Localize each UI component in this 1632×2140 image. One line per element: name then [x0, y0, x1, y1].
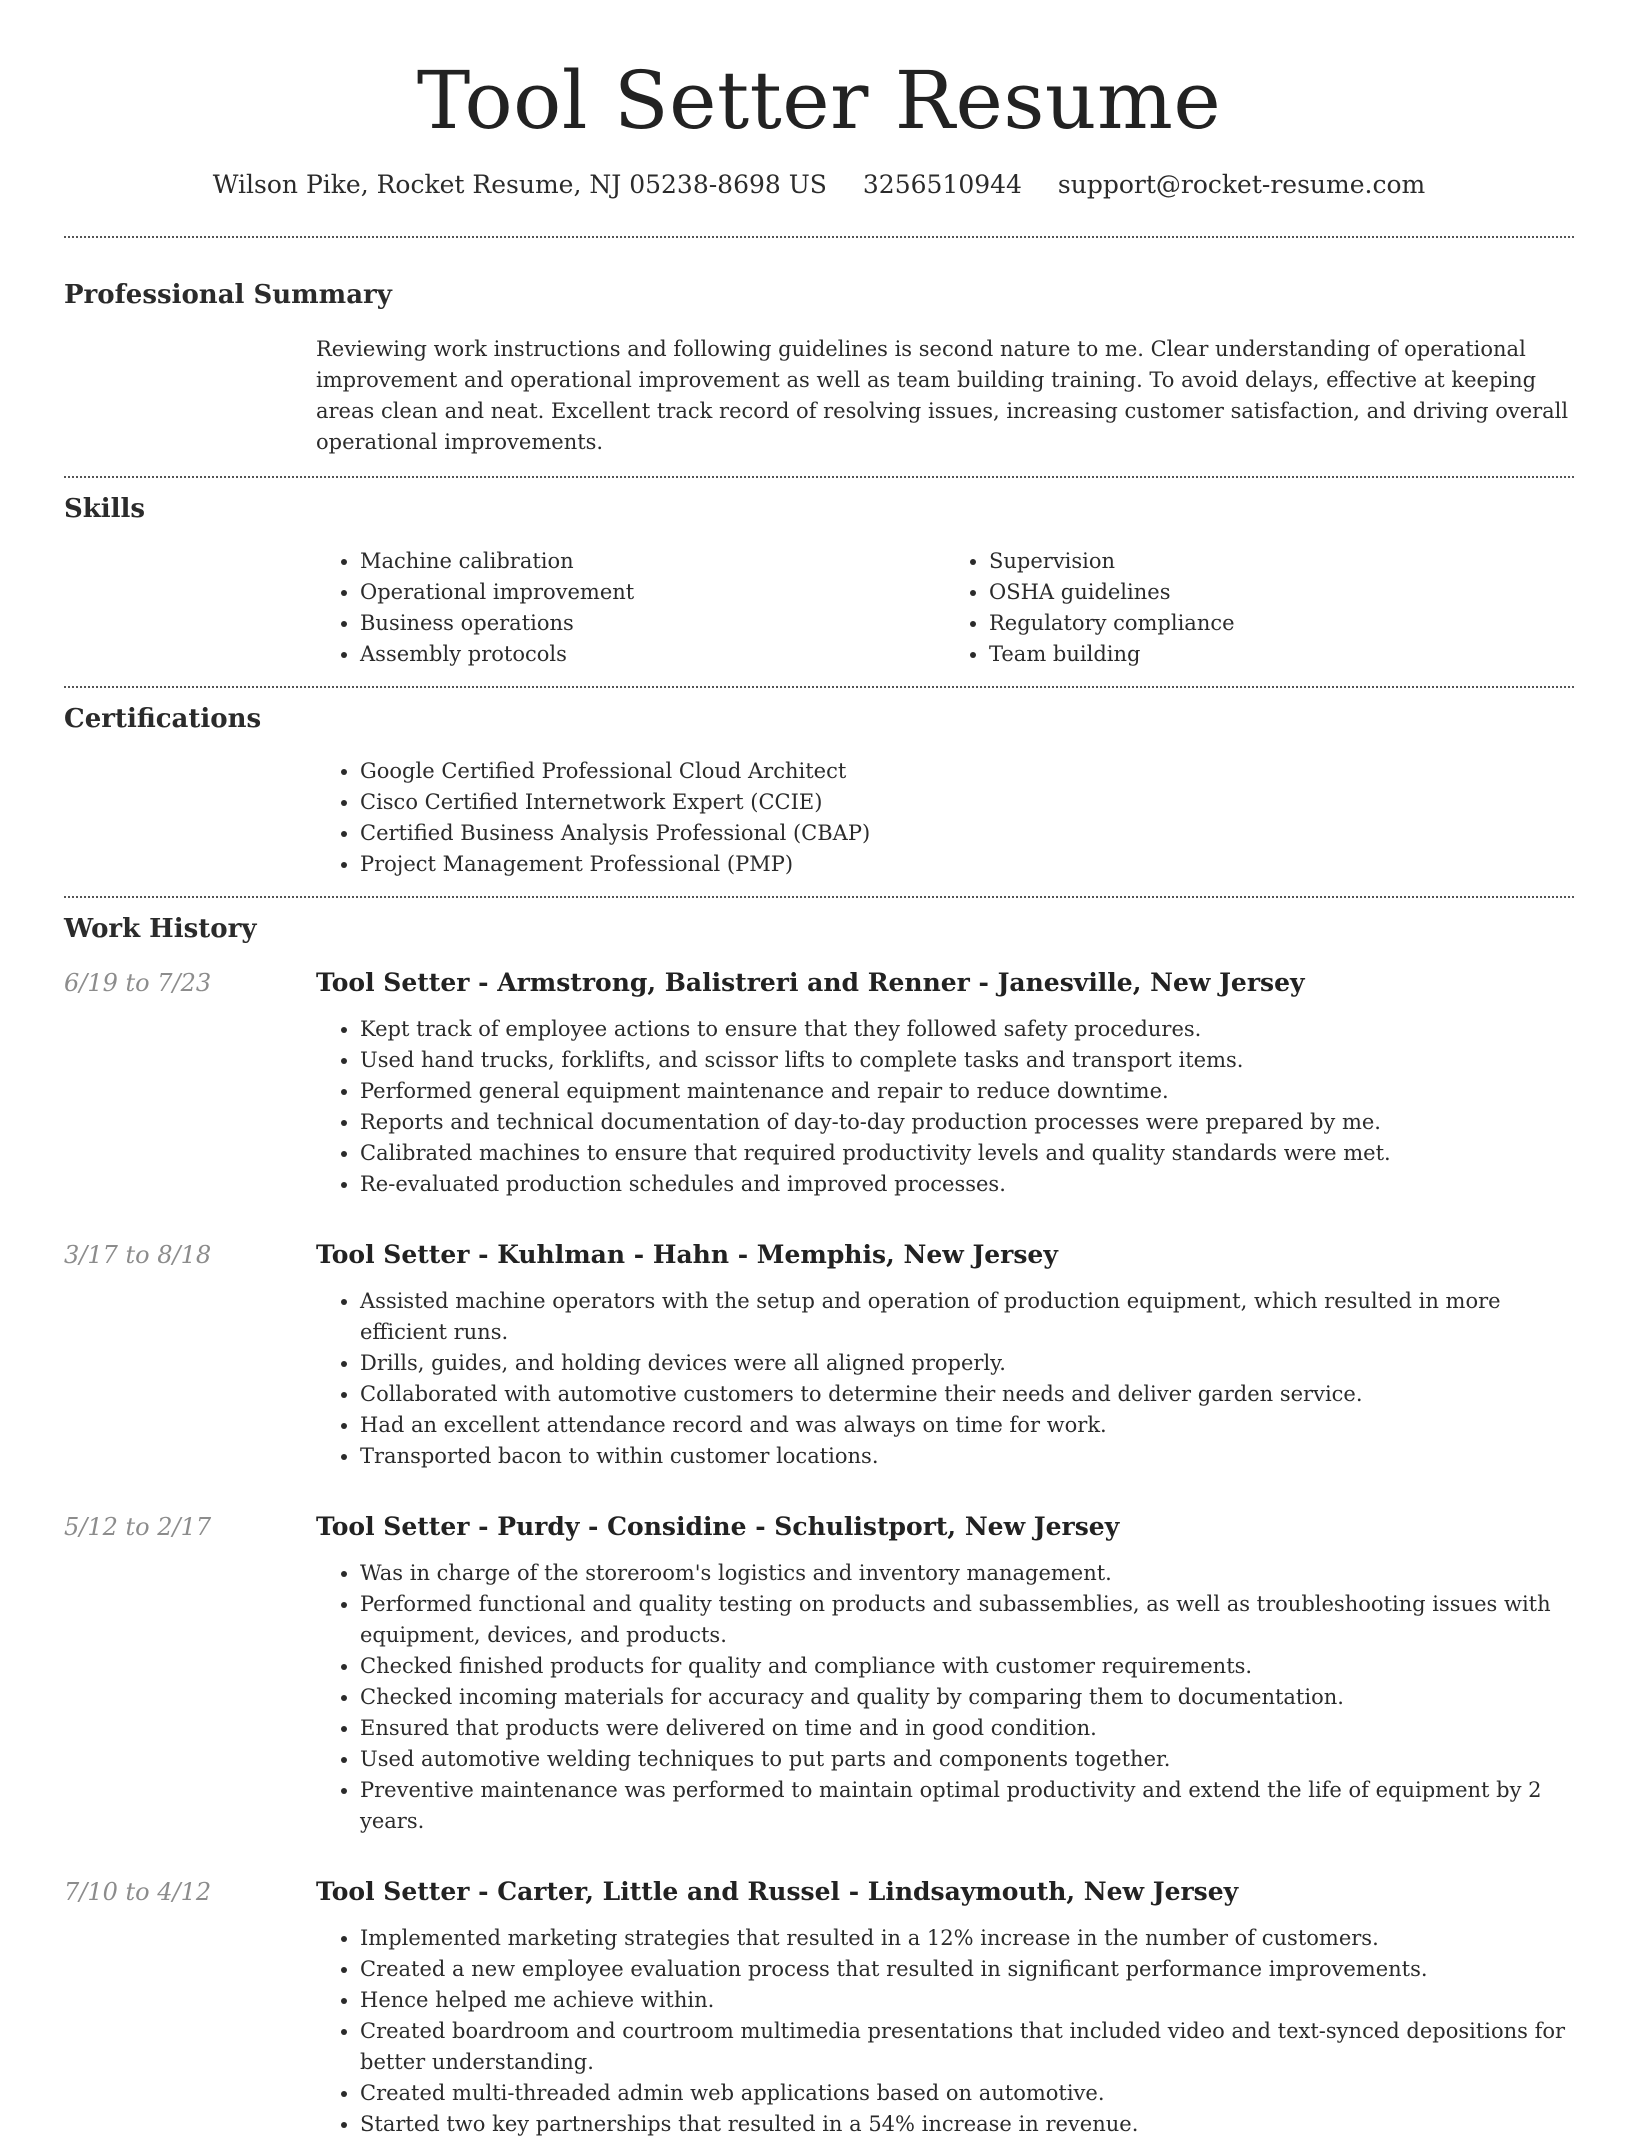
work-history-body [64, 966, 1574, 2140]
contact-phone: 3256510944 [862, 170, 1022, 199]
job-dates: 3/17 to 8/18 [64, 1241, 212, 1269]
job-bullet: • Used hand trucks, forklifts, and scissor lifts to complete tasks and transport items. [360, 1045, 1574, 1076]
certification-item: • Certified Business Analysis Professional (CBAP) [360, 818, 1574, 849]
job-entry [64, 966, 1574, 1200]
job-title: Tool Setter - Carter, Little and Russel - Lindsaymouth, New Jersey [316, 1877, 1239, 1906]
job-bullet: • Implemented marketing strategies that resulted in a 12% increase in the number of customers. [360, 1923, 1574, 1954]
certifications-list [316, 756, 1574, 880]
job-bullet: • Assisted machine operators with the setup and operation of production equipment, which resulted in more efficient runs. [360, 1286, 1574, 1348]
job-bullet: • Performed functional and quality testing on products and subassemblies, as well as troubleshooting issues with equipment, devices, and products. [360, 1589, 1574, 1651]
skill-item: • Supervision [989, 546, 1574, 577]
job-bullets [316, 1558, 1574, 1837]
job-bullet: • Hence helped me achieve within. [360, 1985, 1574, 2016]
skill-item: • OSHA guidelines [989, 577, 1574, 608]
certification-item: • Cisco Certified Internetwork Expert (CCIE) [360, 787, 1574, 818]
skills-column-1 [316, 546, 945, 670]
skills-section [64, 492, 1574, 686]
contact-line [64, 168, 1574, 202]
job-bullet: • Transported bacon to within customer locations. [360, 1441, 1574, 1472]
skill-item: • Machine calibration [360, 546, 945, 577]
work-history-heading: Work History [64, 914, 257, 944]
job-bullet: • Created a new employee evaluation process that resulted in significant performance improvements. [360, 1954, 1574, 1985]
section-divider [64, 896, 1574, 898]
job-bullets [316, 1286, 1574, 1472]
certification-item: • Google Certified Professional Cloud Architect [360, 756, 1574, 787]
job-bullet: • Ensured that products were delivered on time and in good condition. [360, 1713, 1574, 1744]
job-bullet: • Reports and technical documentation of day-to-day production processes were prepared by me. [360, 1107, 1574, 1138]
job-bullet: • Was in charge of the storeroom's logistics and inventory management. [360, 1558, 1574, 1589]
skills-list [316, 546, 1574, 686]
skills-heading: Skills [64, 494, 146, 524]
work-history-section [64, 912, 1574, 2140]
job-bullet: • Preventive maintenance was performed to maintain optimal productivity and extend the life of equipment by 2 years. [360, 1775, 1574, 1837]
job-bullet: • Checked finished products for quality and compliance with customer requirements. [360, 1651, 1574, 1682]
job-entry [64, 1510, 1574, 1837]
skill-item: • Team building [989, 639, 1574, 670]
job-bullet: • Checked incoming materials for accuracy and quality by comparing them to documentation. [360, 1682, 1574, 1713]
certifications-section [64, 702, 1574, 896]
skill-item: • Operational improvement [360, 577, 945, 608]
job-dates: 7/10 to 4/12 [64, 1878, 212, 1906]
section-divider [64, 236, 1574, 238]
job-bullet: • Kept track of employee actions to ensure that they followed safety procedures. [360, 1014, 1574, 1045]
certification-item: • Project Management Professional (PMP) [360, 849, 1574, 880]
job-bullet: • Created multi-threaded admin web applications based on automotive. [360, 2078, 1574, 2109]
certifications-body [316, 756, 1574, 896]
summary-section [64, 278, 1574, 476]
resume-page [64, 0, 1574, 2140]
job-title: Tool Setter - Kuhlman - Hahn - Memphis, New Jersey [316, 1240, 1058, 1269]
job-bullet: • Performed general equipment maintenance and repair to reduce downtime. [360, 1076, 1574, 1107]
job-bullet: • Collaborated with automotive customers to determine their needs and deliver garden service. [360, 1379, 1574, 1410]
job-bullet: • Calibrated machines to ensure that required productivity levels and quality standards were met. [360, 1138, 1574, 1169]
contact-address: Wilson Pike, Rocket Resume, NJ 05238-8698 US [212, 170, 827, 199]
section-divider [64, 686, 1574, 688]
job-bullet: • Used automotive welding techniques to put parts and components together. [360, 1744, 1574, 1775]
certifications-heading: Certifications [64, 704, 262, 734]
job-bullet: • Started two key partnerships that resulted in a 54% increase in revenue. [360, 2109, 1574, 2140]
summary-heading: Professional Summary [64, 280, 392, 310]
skill-item: • Regulatory compliance [989, 608, 1574, 639]
skill-item: • Assembly protocols [360, 639, 945, 670]
job-bullet: • Had an excellent attendance record and was always on time for work. [360, 1410, 1574, 1441]
job-bullets [316, 1014, 1574, 1200]
job-entry [64, 1238, 1574, 1472]
job-dates: 5/12 to 2/17 [64, 1513, 212, 1541]
job-title: Tool Setter - Armstrong, Balistreri and Renner - Janesville, New Jersey [316, 968, 1305, 997]
job-dates: 6/19 to 7/23 [64, 969, 212, 997]
job-bullet: • Drills, guides, and holding devices were all aligned properly. [360, 1348, 1574, 1379]
job-bullet: • Created boardroom and courtroom multimedia presentations that included video and text-synced depositions for better understanding. [360, 2016, 1574, 2078]
contact-email: support@rocket-resume.com [1057, 170, 1426, 199]
job-title: Tool Setter - Purdy - Considine - Schulistport, New Jersey [316, 1512, 1120, 1541]
job-bullets [316, 1923, 1574, 2140]
job-entry [64, 1875, 1574, 2140]
summary-text: Reviewing work instructions and following guidelines is second nature to me. Clear understanding of operational improvement and operational improvement as well as team building training. To avoid delays, effective at keeping areas clean and neat. Excellent track record of resolving issues, increasing customer satisfaction, and driving overall operational improvements. [316, 337, 1569, 454]
skill-item: • Business operations [360, 608, 945, 639]
job-bullet: • Re-evaluated production schedules and improved processes. [360, 1169, 1574, 1200]
resume-title: Tool Setter Resume [416, 54, 1222, 147]
summary-body [316, 334, 1574, 476]
skills-column-2 [945, 546, 1574, 670]
section-divider [64, 476, 1574, 478]
